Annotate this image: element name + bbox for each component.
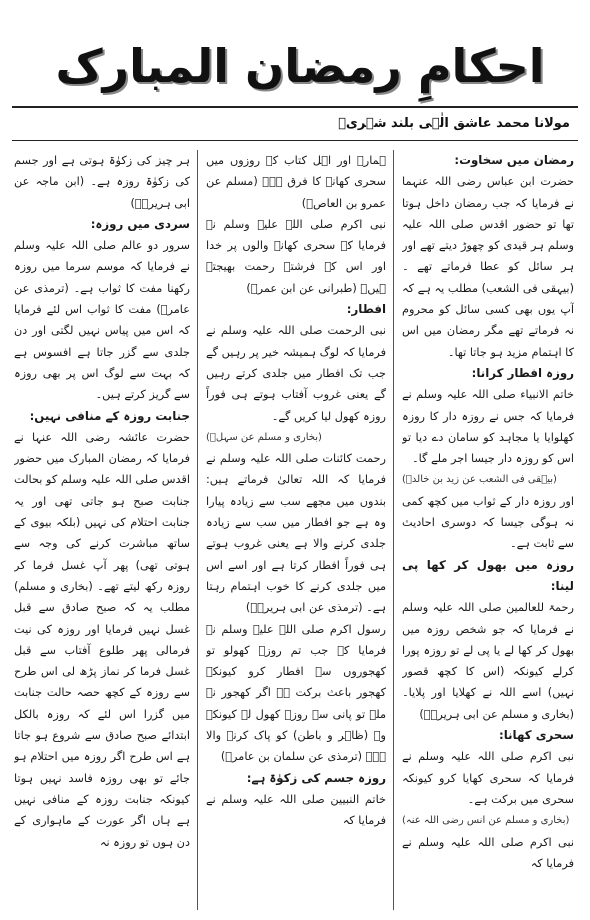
article-title: احکامِ رمضان المبارک bbox=[55, 39, 545, 93]
paragraph: اور روزہ دار کے ثواب میں کچھ کمی نہ ہوگی جیسا کہ دوسری احادیث سے ثابت ہے۔ bbox=[402, 494, 574, 551]
column-divider bbox=[197, 150, 198, 910]
article-column-right bbox=[402, 150, 574, 912]
paragraph: رسول اکرم صلی اللہ علیہ وسلم نے فرمایا کہ جب تم روزہ کھولو تو کھجوروں سے افطار کرو کیونکہ کھجور باعث برکت ہے اگر کھجور نہ ملے تو پانی سے روزہ کھول لے کیونکہ وہ (ظاہر و باطن) کو پاک کرنے والا ہے۔ (ترمذی عن سلمان بن عامرؓ) bbox=[206, 622, 386, 764]
citation: (بخاری و مسلم عن سہلؓ) bbox=[206, 431, 322, 443]
paragraph: رحمت کائنات صلی اللہ علیہ وسلم نے فرمایا کہ اللہ تعالیٰ فرماتے ہیں: بندوں میں مجھے سب سے زیادہ پیارا وہ ہے جو افطار میں سب سے زیادہ جلدی کرنے والا ہے یعنی غروب ہوتے ہی فوراً افطار کرتا ہے اور اسے اس میں جلدی کرنے کا خوب اہتمام رہتا ہے۔ (ترمذی عن ابی ہریرہؓ) bbox=[206, 452, 386, 615]
paragraph: نبی اکرم صلی اللہ علیہ وسلم نے فرمایا کہ bbox=[402, 835, 574, 870]
paragraph: ہمارے اور اہل کتاب کے روزوں میں سحری کھانے کا فرق ہے۔ (مسلم عن عمرو بن العاصؓ) bbox=[206, 154, 386, 210]
section-heading: افطار: bbox=[346, 302, 386, 317]
section-heading: روزہ جسم کی زکوٰۃ ہے: bbox=[246, 770, 386, 785]
paragraph: حضرت ابن عباس رضی اللہ عنہما نے فرمایا کہ جب رمضان داخل ہوتا تھا تو حضور اقدس صلی اللہ علیہ وسلم ہر قیدی کو چھوڑ دیتے تھے اور ہر سائل کو عطا فرماتے تھے ۔ (بیہقی فی الشعب) مطلب یہ ہے کہ آپ یوں بھی کسی سائل کو محروم نہ فرماتے تھے مگر رمضان میں اس کا اہتمام مزید ہو جاتا تھا۔ bbox=[402, 175, 574, 359]
section-heading: روزہ میں بھول کر کھا پی لینا: bbox=[402, 557, 574, 593]
section-heading: روزہ افطار کرانا: bbox=[471, 365, 574, 380]
paragraph: نبی اکرم صلی اللہ علیہ وسلم نے فرمایا کہ سحری کھایا کرو کیونکہ سحری میں برکت ہے۔ bbox=[402, 750, 574, 806]
section-heading: سحری کھانا: bbox=[498, 728, 574, 743]
paragraph: رحمۃ للعالمین صلی اللہ علیہ وسلم نے فرمایا کہ جو شخص روزہ میں بھول کر کھا لے یا پی لے تو روزہ پورا کرلے کیونکہ (اس کا کچھ قصور نہیں) اسے اللہ نے کھلایا اور پلایا۔ (بخاری و مسلم عن ابی ہریرہؓ) bbox=[402, 601, 574, 721]
header-divider bbox=[12, 140, 578, 141]
paragraph: نبی الرحمت صلی اللہ علیہ وسلم نے فرمایا کہ لوگ ہمیشہ خیر پر رہیں گے جب تک افطار میں جلدی کرتے رہیں گے یعنی غروب آفتاب ہوتے ہی فوراً روزہ کھول لیا کریں گے۔ bbox=[206, 324, 386, 423]
paragraph: خاتم النبیین صلی اللہ علیہ وسلم نے فرمایا کہ bbox=[206, 792, 386, 828]
citation: (بخاری و مسلم عن انس رضی اللہ عنہ) bbox=[402, 815, 570, 827]
author-byline: مولانا محمد عاشق الٰہی بلند شہریؒ bbox=[338, 116, 570, 131]
paragraph: نبی اکرم صلی اللہ علیہ وسلم نے فرمایا کہ سحری کھانے والوں پر خدا اور اس کے فرشتے رحمت بھیجتے ہیں۔ (طبرانی عن ابن عمرؓ) bbox=[206, 217, 386, 295]
paragraph: خاتم الانبیاء صلی اللہ علیہ وسلم نے فرمایا کہ جس نے روزہ دار کا روزہ کھلوایا یا مجاہد کو سامان دے دیا تو اس کو روزہ دار جیسا اجر ملے گا۔ bbox=[402, 388, 574, 466]
title-underline bbox=[12, 106, 578, 108]
article-column-middle bbox=[206, 150, 386, 912]
paragraph: ہر چیز کی زکوٰۃ ہوتی ہے اور جسم کی زکوٰۃ روزہ ہے۔ (ابن ماجہ عن ابی ہریرہؓ) bbox=[14, 154, 190, 210]
section-heading: رمضان میں سخاوت: bbox=[454, 153, 574, 167]
section-heading: سردی میں روزہ: bbox=[90, 216, 190, 231]
paragraph: حضرت عائشہ رضی اللہ عنہا نے فرمایا کہ رمضان المبارک میں حضور اقدس صلی اللہ علیہ وسلم کو بحالت جنابت صبح ہو جاتی تھی اور یہ جنابت احتلام کی نہیں (بلکہ بیوی کے ساتھ مباشرت کرنے کی وجہ سے ہوتی تھی) پھر آپ غسل فرما کر روزہ رکھ لیتے تھے۔ (بخاری و مسلم) مطلب یہ کہ صبح صادق سے قبل غسل نہیں فرمایا اور روزہ کی نیت فرمالی پھر طلوع آفتاب سے قبل غسل فرما کر نماز پڑھ لی اس طرح سے روزہ کے کچھ حصہ حالت جنابت میں گزرا اس لئے کہ روزہ بالکل ابتدائے صبح صادق سے شروع ہو جاتا ہے اس طرح اگر روزہ میں احتلام ہو جائے تو بھی روزہ فاسد نہیں ہوتا کیونکہ جنابت روزہ کے منافی نہیں ہے ہاں اگر عورت کے ماہواری کے دن ہوں تو روزہ نہ bbox=[14, 430, 190, 849]
section-heading: جنابت روزہ کے منافی نہیں: bbox=[29, 408, 190, 423]
citation: (بیہقی فی الشعب عن زید بن خالدؓ) bbox=[402, 474, 557, 486]
column-divider bbox=[393, 150, 394, 910]
article-column-left bbox=[14, 150, 190, 912]
paragraph: سرور دو عالم صلی اللہ علیہ وسلم نے فرمایا کہ موسم سرما میں روزہ رکھنا مفت کا ثواب ہے۔ (ترمذی عن عامرؓ) مفت کا ثواب اس لئے فرمایا کہ اس میں پیاس نہیں لگتی اور دن جلدی سے گزر جاتا ہے افسوس ہے کہ بہت سے لوگ اس پر بھی روزہ سے گریز کرتے ہیں۔ bbox=[14, 239, 190, 402]
